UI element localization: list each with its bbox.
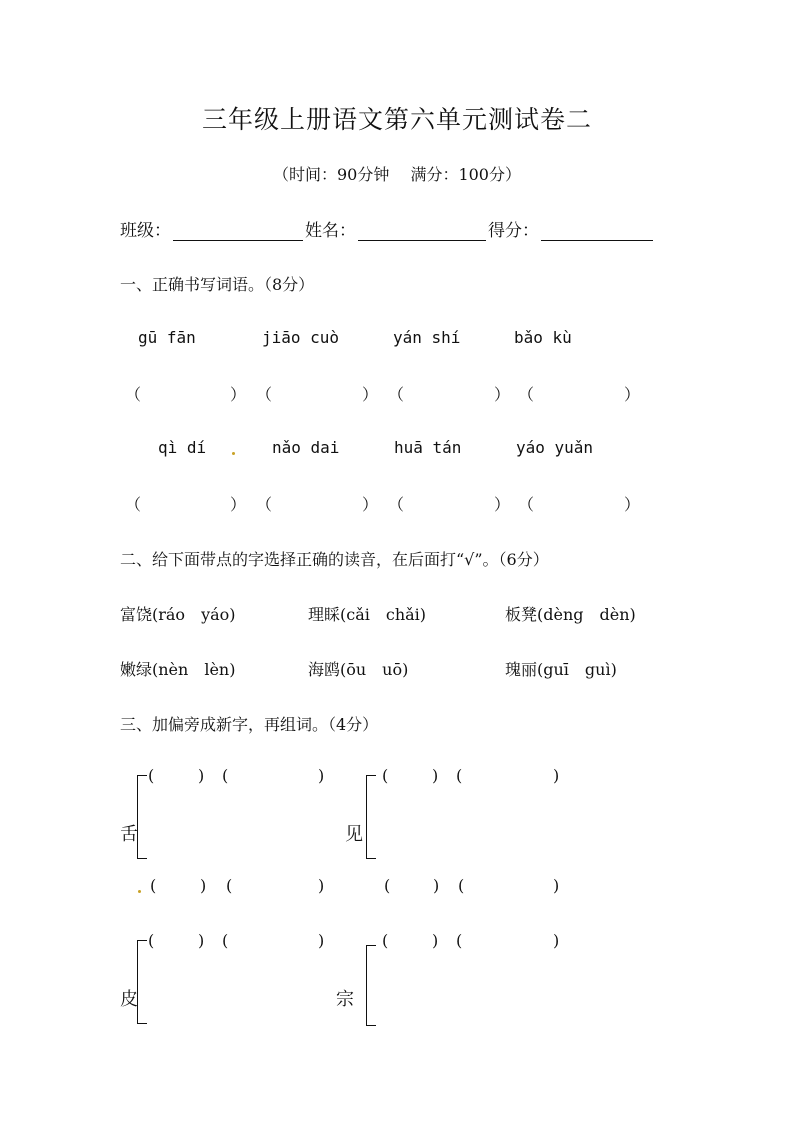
answer-box-close: ）	[362, 495, 379, 514]
answer-box-close: )	[553, 931, 560, 950]
class-label: 班级：	[120, 221, 171, 241]
bracket-tick	[366, 775, 376, 776]
bracket-tick	[137, 940, 147, 941]
radical-char: 舌	[120, 824, 138, 845]
score-blank[interactable]	[541, 222, 653, 241]
decorative-dot	[232, 452, 235, 455]
section3-heading: 三、加偏旁成新字，再组词。（4分）	[120, 715, 379, 734]
answer-box-open: （	[518, 385, 535, 404]
answer-box-close: )	[318, 876, 325, 895]
bracket-line	[366, 945, 367, 1025]
answer-box-close: )	[553, 766, 560, 785]
answer-box-open: (	[222, 766, 229, 785]
answer-box-open: (	[382, 766, 389, 785]
answer-box-close: )	[318, 766, 325, 785]
pinyin-3: yán shí	[393, 328, 461, 347]
pronunciation-option[interactable]: 嫩绿(nèn lèn)	[120, 660, 236, 679]
answer-box-close: ）	[624, 495, 641, 514]
answer-box-close: )	[432, 766, 439, 785]
radical-char: 见	[345, 824, 363, 845]
pronunciation-option[interactable]: 瑰丽(guī guì)	[505, 660, 617, 679]
answer-box-open: (	[456, 931, 463, 950]
decorative-dot	[138, 890, 141, 893]
answer-box-open: (	[456, 766, 463, 785]
bracket-tick	[137, 775, 147, 776]
pinyin-5: qì dí	[158, 438, 207, 457]
exam-subtitle: （时间：90分钟 满分：100分）	[273, 165, 521, 184]
answer-box-close: )	[198, 766, 205, 785]
pronunciation-option[interactable]: 理睬(cǎi chǎi)	[308, 605, 427, 624]
answer-box-close: )	[318, 931, 325, 950]
pinyin-7: huā tán	[394, 438, 462, 457]
bracket-tick	[366, 858, 376, 859]
answer-box-close: ）	[230, 385, 247, 404]
section1-heading: 一、正确书写词语。（8分）	[120, 275, 315, 294]
answer-box-open: (	[222, 931, 229, 950]
pronunciation-option[interactable]: 富饶(ráo yáo)	[120, 605, 236, 624]
pronunciation-option[interactable]: 海鸥(ōu uō)	[308, 660, 409, 679]
answer-box-open: (	[458, 876, 465, 895]
name-blank[interactable]	[358, 222, 486, 241]
bracket-tick	[137, 858, 147, 859]
answer-box-open: (	[148, 931, 155, 950]
answer-box-close: ）	[362, 385, 379, 404]
pinyin-4: bǎo kù	[514, 328, 572, 347]
pronunciation-option[interactable]: 板凳(dèng dèn)	[505, 605, 636, 624]
answer-box-open: （	[256, 495, 273, 514]
pinyin-8: yáo yuǎn	[516, 438, 594, 457]
bracket-tick	[366, 945, 376, 946]
score-label: 得分：	[488, 221, 539, 241]
bracket-tick	[366, 1025, 376, 1026]
answer-box-close: )	[433, 876, 440, 895]
bracket-line	[366, 775, 367, 858]
answer-box-open: （	[388, 385, 405, 404]
answer-box-open: （	[388, 495, 405, 514]
answer-box-open: （	[125, 495, 142, 514]
pinyin-6: nǎo dai	[272, 438, 340, 457]
name-label: 姓名：	[305, 221, 356, 241]
answer-box-open: (	[382, 931, 389, 950]
class-blank[interactable]	[173, 222, 303, 241]
answer-box-open: (	[148, 766, 155, 785]
pinyin-1: gū fān	[138, 328, 196, 347]
radical-char: 皮	[120, 989, 138, 1010]
bracket-tick	[137, 1023, 147, 1024]
answer-box-open: (	[384, 876, 391, 895]
answer-box-close: ）	[494, 495, 511, 514]
pinyin-2: jiāo cuò	[262, 328, 340, 347]
radical-char: 宗	[336, 989, 354, 1010]
answer-box-open: （	[256, 385, 273, 404]
answer-box-open: (	[226, 876, 233, 895]
answer-box-open: (	[150, 876, 157, 895]
section2-heading: 二、给下面带点的字选择正确的读音，在后面打“√”。（6分）	[120, 550, 549, 569]
answer-box-open: （	[518, 495, 535, 514]
answer-box-close: )	[432, 931, 439, 950]
answer-box-open: （	[125, 385, 142, 404]
answer-box-close: )	[198, 931, 205, 950]
answer-box-close: ）	[230, 495, 247, 514]
answer-box-close: ）	[624, 385, 641, 404]
page-title: 三年级上册语文第六单元测试卷二	[201, 105, 592, 134]
answer-box-close: ）	[494, 385, 511, 404]
answer-box-close: )	[553, 876, 560, 895]
answer-box-close: )	[200, 876, 207, 895]
student-info-line	[120, 216, 655, 241]
